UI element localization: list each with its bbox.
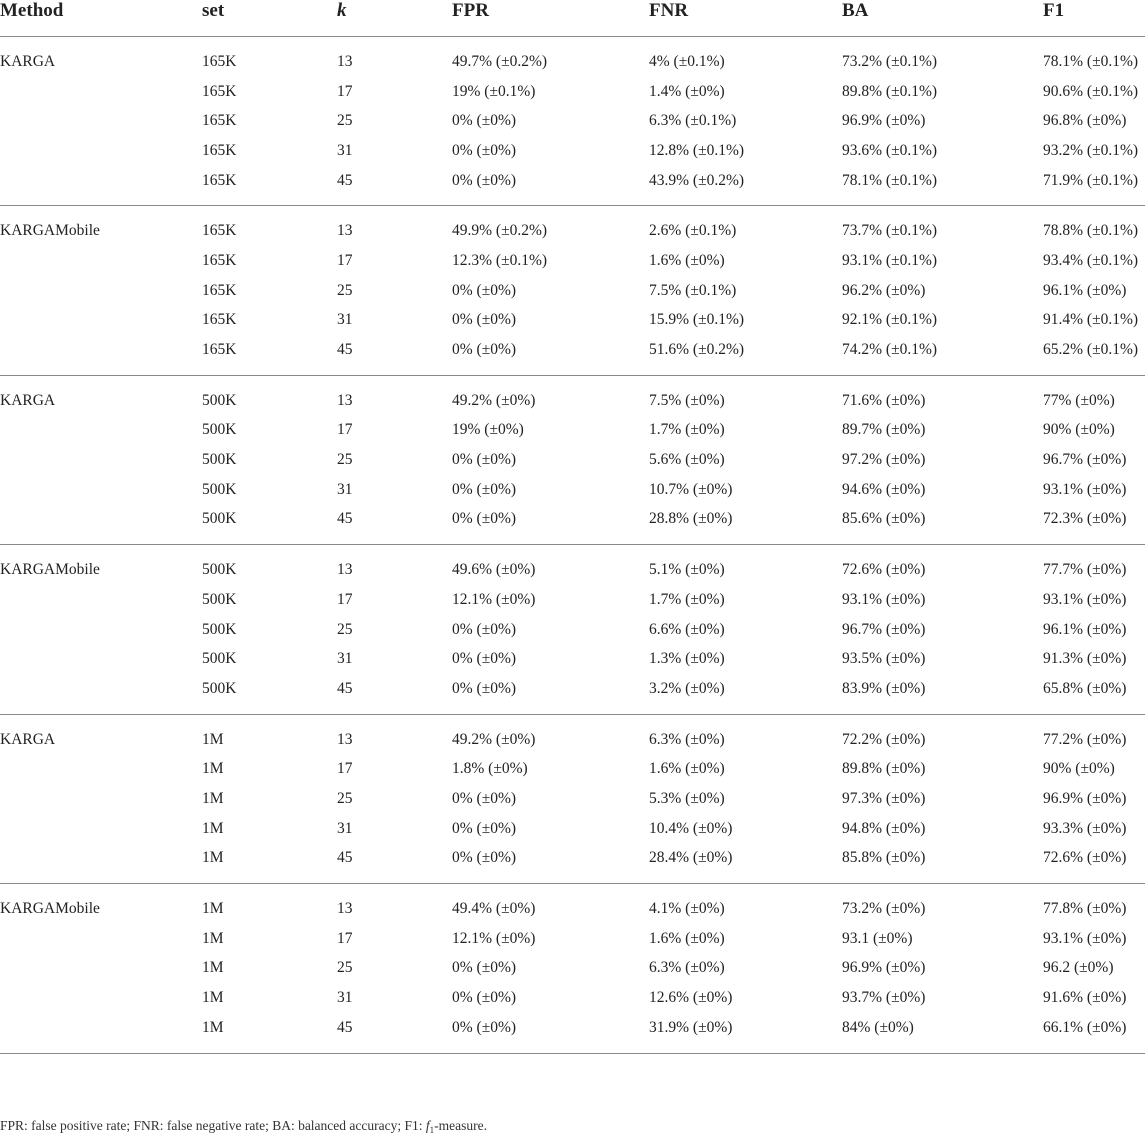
cell-ba: 83.9% (±0%) [842,674,1043,714]
table-row [0,814,1145,844]
cell-method [0,77,202,107]
header-method: Method [0,0,202,37]
cell-fnr: 1.4% (±0%) [649,82,725,100]
cell-k: 25 [337,959,353,977]
cell-method [0,335,202,375]
cell-f1: 78.8% (±0.1%) [1043,222,1139,240]
cell-f1: 65.8% (±0%) [1043,674,1145,714]
footnote-subscript: 1 [429,1125,435,1135]
cell-set: 165K [202,82,237,100]
cell-k: 13 [337,730,353,748]
cell-fnr: 10.7% (±0%) [649,480,733,498]
cell-fpr: 49.4% (±0%) [452,900,536,918]
cell-ba: 96.9% (±0%) [842,112,926,130]
cell-ba: 93.1% (±0%) [842,590,926,608]
cell-f1: 77.2% (±0%) [1043,730,1127,748]
cell-method [0,983,202,1013]
cell-f1: 93.2% (±0.1%) [1043,141,1139,159]
table-row [0,77,1145,107]
cell-fpr: 19% (±0.1%) [452,82,536,100]
header-ba: BA [842,0,1043,37]
cell-fpr: 0% (±0%) [452,451,517,469]
cell-fnr: 1.7% (±0%) [649,590,725,608]
cell-set: 165K [202,52,237,70]
table-row [0,754,1145,784]
cell-ba: 73.7% (±0.1%) [842,222,938,240]
cell-fpr: 0% (±0%) [452,141,517,159]
cell-f1: 96.1% (±0%) [1043,281,1127,299]
header-f1: F1 [1043,0,1145,37]
cell-fnr: 6.3% (±0.1%) [649,112,737,130]
cell-method [0,754,202,784]
cell-method [0,674,202,714]
cell-method [0,306,202,336]
cell-f1: 96.2 (±0%) [1043,959,1114,977]
table-row [0,306,1145,336]
cell-fnr: 1.6% (±0%) [649,760,725,778]
cell-k: 45 [337,505,452,545]
cell-set: 1M [202,959,224,977]
cell-k: 17 [337,251,353,269]
cell-ba: 73.2% (±0.1%) [842,52,938,70]
table-row [0,445,1145,475]
cell-method: KARGA [0,52,56,70]
cell-method [0,246,202,276]
cell-method [0,814,202,844]
cell-fpr: 0% (±0%) [452,166,649,206]
cell-f1: 77.8% (±0%) [1043,900,1127,918]
cell-k: 31 [337,989,353,1007]
cell-f1: 77% (±0%) [1043,391,1115,409]
cell-method: KARGAMobile [0,222,100,240]
cell-set: 500K [202,590,237,608]
cell-fnr: 2.6% (±0.1%) [649,222,737,240]
footnote-symbol: f [425,1118,430,1133]
table-footnote [0,1118,487,1138]
method-group [0,375,1145,544]
cell-set: 165K [202,166,337,206]
table-row [0,714,1145,754]
table-header [0,0,1145,37]
cell-method [0,954,202,984]
cell-ba: 97.2% (±0%) [842,451,926,469]
cell-fpr: 0% (±0%) [452,959,517,977]
cell-f1: 93.1% (±0%) [1043,929,1127,947]
cell-fnr: 28.4% (±0%) [649,844,842,884]
cell-fpr: 12.1% (±0%) [452,929,536,947]
cell-k: 25 [337,112,353,130]
cell-f1: 93.3% (±0%) [1043,819,1127,837]
cell-set: 500K [202,650,237,668]
cell-ba: 93.1 (±0%) [842,929,913,947]
cell-method [0,615,202,645]
cell-k: 45 [337,166,452,206]
cell-fnr: 5.3% (±0%) [649,789,725,807]
cell-ba: 72.2% (±0%) [842,730,926,748]
header-fnr: FNR [649,0,842,37]
cell-k: 31 [337,480,353,498]
cell-fpr: 12.3% (±0.1%) [452,251,548,269]
cell-fnr: 15.9% (±0.1%) [649,311,745,329]
cell-fpr: 12.1% (±0%) [452,590,536,608]
cell-fpr: 49.7% (±0.2%) [452,52,548,70]
cell-set: 165K [202,281,237,299]
cell-f1: 91.6% (±0%) [1043,989,1127,1007]
cell-fpr: 0% (±0%) [452,819,517,837]
table-row [0,246,1145,276]
cell-f1: 66.1% (±0%) [1043,1013,1145,1053]
cell-f1: 65.2% (±0.1%) [1043,335,1145,375]
cell-method [0,924,202,954]
method-group [0,884,1145,1053]
cell-fnr: 12.8% (±0.1%) [649,141,745,159]
cell-f1: 96.1% (±0%) [1043,620,1127,638]
cell-fnr: 31.9% (±0%) [649,1013,842,1053]
cell-set: 1M [202,760,224,778]
cell-f1: 90.6% (±0.1%) [1043,82,1139,100]
cell-fnr: 4.1% (±0%) [649,900,725,918]
cell-fpr: 0% (±0%) [452,844,649,884]
table-row [0,924,1145,954]
cell-ba: 94.6% (±0%) [842,480,926,498]
cell-ba: 71.6% (±0%) [842,391,926,409]
footnote-suffix: -measure. [434,1118,488,1133]
cell-k: 13 [337,391,353,409]
cell-k: 31 [337,141,353,159]
cell-fpr: 0% (±0%) [452,650,517,668]
cell-fnr: 7.5% (±0.1%) [649,281,737,299]
cell-f1: 91.3% (±0%) [1043,650,1127,668]
cell-ba: 89.8% (±0.1%) [842,82,938,100]
cell-fnr: 6.6% (±0%) [649,620,725,638]
cell-set: 165K [202,335,337,375]
cell-method: KARGAMobile [0,900,100,918]
cell-fnr: 1.6% (±0%) [649,929,725,947]
cell-f1: 91.4% (±0.1%) [1043,311,1139,329]
cell-set: 500K [202,480,237,498]
cell-fnr: 1.7% (±0%) [649,421,725,439]
cell-k: 45 [337,844,452,884]
cell-fpr: 0% (±0%) [452,789,517,807]
cell-k: 31 [337,819,353,837]
cell-set: 1M [202,989,224,1007]
cell-fnr: 6.3% (±0%) [649,730,725,748]
cell-set: 165K [202,141,237,159]
table-row [0,545,1145,585]
cell-method [0,166,202,206]
cell-set: 500K [202,421,237,439]
header-fpr: FPR [452,0,649,37]
cell-k: 45 [337,674,452,714]
cell-ba: 93.1% (±0.1%) [842,251,938,269]
table-row [0,505,1145,545]
cell-fnr: 12.6% (±0%) [649,989,733,1007]
cell-fpr: 0% (±0%) [452,311,517,329]
cell-k: 25 [337,620,353,638]
cell-set: 1M [202,789,224,807]
cell-fnr: 5.6% (±0%) [649,451,725,469]
cell-fpr: 0% (±0%) [452,989,517,1007]
table-row [0,276,1145,306]
cell-ba: 85.6% (±0%) [842,505,1043,545]
cell-fnr: 10.4% (±0%) [649,819,733,837]
cell-ba: 74.2% (±0.1%) [842,335,1043,375]
header-row [0,0,1145,37]
cell-f1: 71.9% (±0.1%) [1043,166,1145,206]
cell-k: 31 [337,311,353,329]
cell-method [0,644,202,674]
cell-fpr: 0% (±0%) [452,505,649,545]
cell-k: 25 [337,451,353,469]
cell-k: 17 [337,590,353,608]
cell-fpr: 49.2% (±0%) [452,391,536,409]
cell-k: 13 [337,900,353,918]
cell-method [0,475,202,505]
cell-set: 500K [202,505,337,545]
cell-k: 17 [337,82,353,100]
cell-k: 25 [337,789,353,807]
cell-fpr: 0% (±0%) [452,281,517,299]
table-row [0,375,1145,415]
method-group [0,206,1145,375]
cell-ba: 78.1% (±0.1%) [842,166,1043,206]
cell-fpr: 49.6% (±0%) [452,561,536,579]
cell-method: KARGA [0,730,56,748]
table-row [0,585,1145,615]
table-row [0,475,1145,505]
cell-method [0,505,202,545]
cell-ba: 97.3% (±0%) [842,789,926,807]
cell-method [0,585,202,615]
cell-ba: 96.7% (±0%) [842,620,926,638]
cell-method [0,136,202,166]
cell-ba: 89.7% (±0%) [842,421,926,439]
cell-f1: 96.7% (±0%) [1043,451,1127,469]
cell-fpr: 0% (±0%) [452,480,517,498]
cell-f1: 78.1% (±0.1%) [1043,52,1139,70]
cell-k: 13 [337,52,353,70]
cell-set: 1M [202,900,224,918]
cell-set: 1M [202,844,337,884]
cell-f1: 72.6% (±0%) [1043,844,1145,884]
cell-set: 1M [202,819,224,837]
cell-fnr: 43.9% (±0.2%) [649,166,842,206]
table-row [0,784,1145,814]
cell-fnr: 6.3% (±0%) [649,959,725,977]
cell-k: 31 [337,650,353,668]
cell-fpr: 0% (±0%) [452,674,649,714]
cell-fpr: 49.2% (±0%) [452,730,536,748]
cell-k: 17 [337,929,353,947]
cell-method [0,1013,202,1053]
table-row [0,674,1145,714]
cell-k: 17 [337,421,353,439]
table-row [0,37,1145,77]
cell-method [0,784,202,814]
table-row [0,983,1145,1013]
cell-f1: 93.1% (±0%) [1043,480,1127,498]
table-row [0,416,1145,446]
cell-method [0,844,202,884]
cell-f1: 90% (±0%) [1043,421,1115,439]
cell-k: 13 [337,561,353,579]
cell-k: 17 [337,760,353,778]
cell-f1: 93.1% (±0%) [1043,590,1127,608]
cell-ba: 85.8% (±0%) [842,844,1043,884]
cell-method [0,445,202,475]
cell-set: 500K [202,620,237,638]
cell-set: 1M [202,730,224,748]
cell-fnr: 4% (±0.1%) [649,52,725,70]
cell-ba: 93.7% (±0%) [842,989,926,1007]
cell-set: 165K [202,112,237,130]
cell-f1: 93.4% (±0.1%) [1043,251,1139,269]
table-row [0,106,1145,136]
cell-set: 500K [202,451,237,469]
cell-set: 500K [202,561,237,579]
cell-f1: 90% (±0%) [1043,760,1115,778]
cell-fnr: 7.5% (±0%) [649,391,725,409]
cell-fnr: 3.2% (±0%) [649,674,842,714]
cell-fnr: 5.1% (±0%) [649,561,725,579]
method-group [0,714,1145,883]
cell-f1: 77.7% (±0%) [1043,561,1127,579]
cell-f1: 72.3% (±0%) [1043,505,1145,545]
cell-fpr: 19% (±0%) [452,421,524,439]
cell-k: 45 [337,335,452,375]
cell-ba: 93.6% (±0.1%) [842,141,938,159]
cell-method [0,106,202,136]
table-row [0,1013,1145,1053]
cell-ba: 73.2% (±0%) [842,900,926,918]
cell-fnr: 51.6% (±0.2%) [649,335,842,375]
cell-ba: 96.2% (±0%) [842,281,926,299]
cell-ba: 89.8% (±0%) [842,760,926,778]
cell-k: 45 [337,1013,452,1053]
table-row [0,954,1145,984]
cell-fnr: 1.3% (±0%) [649,650,725,668]
cell-set: 165K [202,251,237,269]
footnote-text: FPR: false positive rate; FNR: false negative rate; BA: balanced accuracy; F1: [0,1118,426,1133]
cell-fpr: 0% (±0%) [452,335,649,375]
cell-ba: 72.6% (±0%) [842,561,926,579]
cell-set: 1M [202,929,224,947]
method-group [0,37,1145,206]
cell-method [0,416,202,446]
table-row [0,166,1145,206]
method-group [0,545,1145,714]
cell-fpr: 49.9% (±0.2%) [452,222,548,240]
cell-set: 165K [202,222,237,240]
table-row [0,844,1145,884]
cell-fpr: 0% (±0%) [452,620,517,638]
cell-fpr: 1.8% (±0%) [452,760,528,778]
header-k: k [337,0,452,37]
table-row [0,136,1145,166]
table-row [0,615,1145,645]
cell-ba: 93.5% (±0%) [842,650,926,668]
cell-fnr: 1.6% (±0%) [649,251,725,269]
cell-method: KARGAMobile [0,561,100,579]
table-row [0,335,1145,375]
cell-method: KARGA [0,391,56,409]
header-set: set [202,0,337,37]
cell-ba: 94.8% (±0%) [842,819,926,837]
cell-k: 25 [337,281,353,299]
cell-method [0,276,202,306]
cell-f1: 96.9% (±0%) [1043,789,1127,807]
cell-ba: 96.9% (±0%) [842,959,926,977]
cell-fpr: 0% (±0%) [452,1013,649,1053]
table-row [0,206,1145,246]
cell-ba: 84% (±0%) [842,1013,1043,1053]
table-row [0,884,1145,924]
cell-set: 500K [202,391,237,409]
cell-set: 165K [202,311,237,329]
cell-set: 1M [202,1013,337,1053]
cell-f1: 96.8% (±0%) [1043,112,1127,130]
table-row [0,644,1145,674]
cell-set: 500K [202,674,337,714]
cell-ba: 92.1% (±0.1%) [842,311,938,329]
cell-fpr: 0% (±0%) [452,112,517,130]
cell-fnr: 28.8% (±0%) [649,505,842,545]
cell-k: 13 [337,222,353,240]
